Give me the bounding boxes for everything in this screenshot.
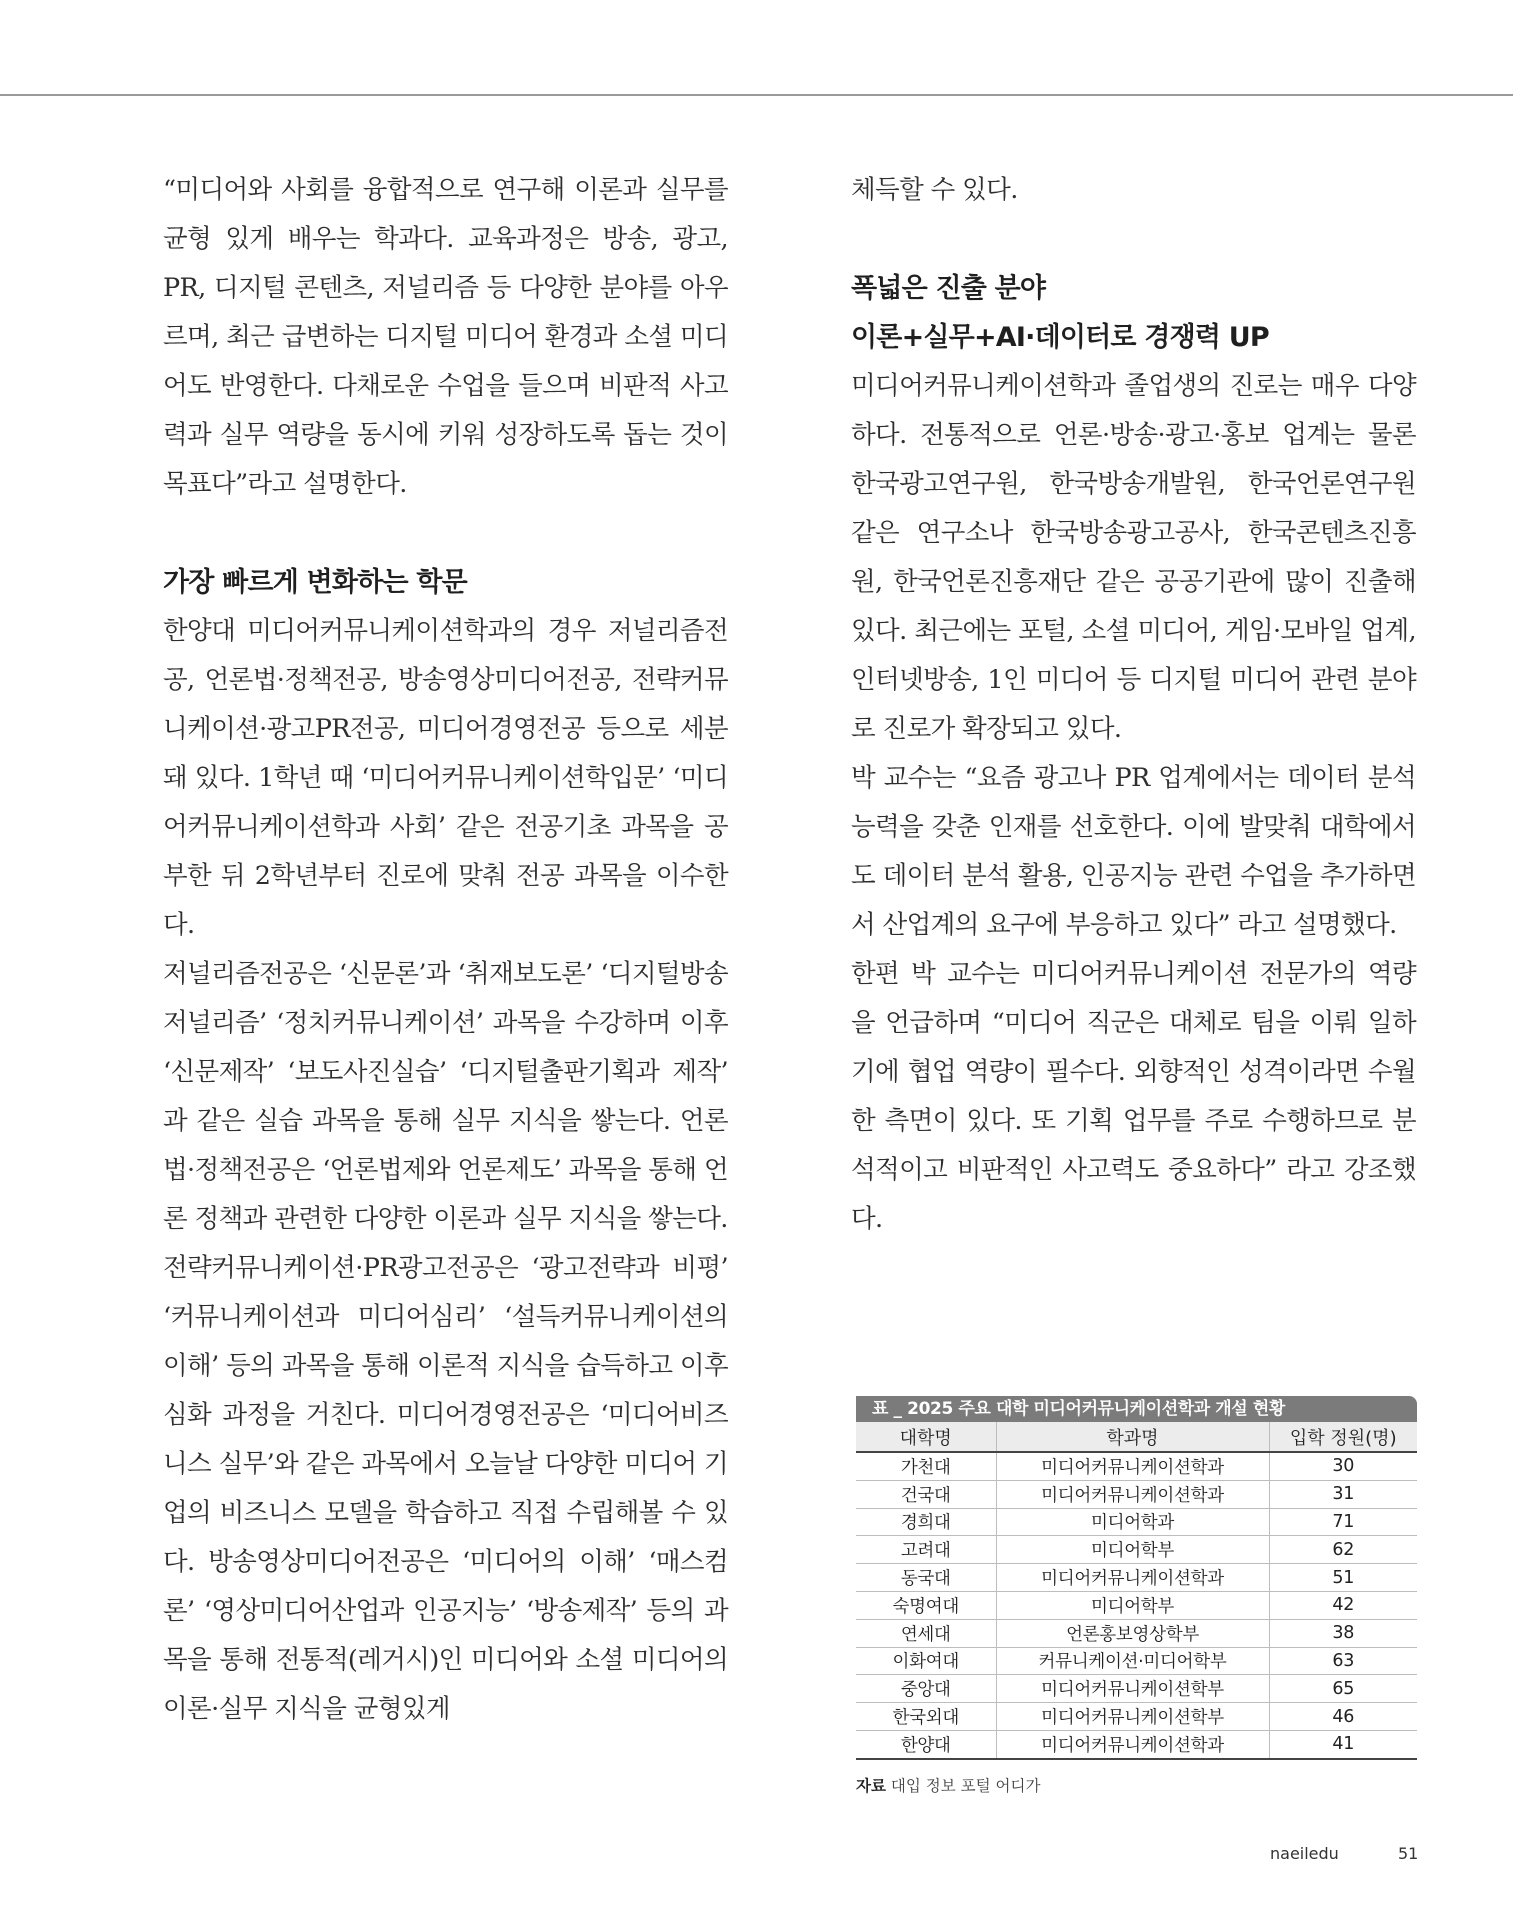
cell-department: 미디어커뮤니케이션학과 — [996, 1730, 1269, 1758]
data-skills-paragraph: 박 교수는 “요즘 광고나 PR 업계에서는 데이터 분석 능력을 갖춘 인재를 선호한다. 이에 발맞춰 대학에서도 데이터 분석 활용, 인공지능 관련 수업을 추가하면서 산업계의 요구에 부응하고 있다” 라고 설명했다. — [851, 763, 1416, 940]
table-row — [856, 1536, 1417, 1564]
table-source — [856, 1774, 1040, 1796]
cell-university: 이화여대 — [856, 1647, 996, 1675]
cell-capacity: 30 — [1269, 1452, 1417, 1480]
career-paragraph: 미디어커뮤니케이션학과 졸업생의 진로는 매우 다양하다. 전통적으로 언론·방송·광고·홍보 업계는 물론 한국광고연구원, 한국방송개발원, 한국언론연구원 같은 연구소나 한국방송광고공사, 한국콘텐츠진흥원, 한국언론진흥재단 같은 공공기관에 많이 진출해 있다. 최근에는 포털, 소셜 미디어, 게임·모바일 업계, 인터넷방송, 1인 미디어 등 디지털 미디어 관련 분야로 진로가 확장되고 있다. — [851, 371, 1416, 744]
cell-university: 한양대 — [856, 1730, 996, 1758]
table-row — [856, 1564, 1417, 1592]
source-text: 대입 정보 포털 어디가 — [890, 1777, 1041, 1795]
table-row — [856, 1675, 1417, 1703]
left-column — [163, 166, 728, 1734]
cell-university: 동국대 — [856, 1564, 996, 1592]
section-subheading-competitiveness: 이론+실무+AI·데이터로 경쟁력 UP — [851, 322, 1269, 353]
top-rule — [0, 94, 1513, 96]
table-row — [856, 1591, 1417, 1619]
cell-capacity: 42 — [1269, 1591, 1417, 1619]
table-row — [856, 1619, 1417, 1647]
cell-university: 중앙대 — [856, 1675, 996, 1703]
cell-capacity: 62 — [1269, 1536, 1417, 1564]
cell-university: 경희대 — [856, 1508, 996, 1536]
hanyang-majors-paragraph: 한양대 미디어커뮤니케이션학과의 경우 저널리즘전공, 언론법·정책전공, 방송영상미디어전공, 전략커뮤니케이션·광고PR전공, 미디어경영전공 등으로 세분돼 있다. 1학년 때 ‘미디어커뮤니케이션학입문’ ‘미디어커뮤니케이션학과 사회’ 같은 전공기초 과목을 공부한 뒤 2학년부터 진로에 맞춰 전공 과목을 이수한다. — [163, 616, 728, 940]
source-label: 자료 — [856, 1777, 886, 1795]
header-department: 학과명 — [996, 1422, 1269, 1452]
cell-department: 미디어커뮤니케이션학과 — [996, 1452, 1269, 1480]
cell-capacity: 71 — [1269, 1508, 1417, 1536]
table-row — [856, 1452, 1417, 1480]
table-row — [856, 1703, 1417, 1731]
cell-university: 연세대 — [856, 1619, 996, 1647]
header-capacity: 입학 정원(명) — [1269, 1422, 1417, 1452]
cell-capacity: 63 — [1269, 1647, 1417, 1675]
cell-department: 커뮤니케이션·미디어학부 — [996, 1647, 1269, 1675]
header-university: 대학명 — [856, 1422, 996, 1452]
cell-capacity: 65 — [1269, 1675, 1417, 1703]
table-row — [856, 1647, 1417, 1675]
university-table — [856, 1396, 1417, 1760]
cell-university: 고려대 — [856, 1536, 996, 1564]
table-header-row — [856, 1422, 1417, 1452]
table-title: 표 _ 2025 주요 대학 미디어커뮤니케이션학과 개설 현황 — [856, 1396, 1417, 1422]
cell-capacity: 46 — [1269, 1703, 1417, 1731]
journalism-major-paragraph: 저널리즘전공은 ‘신문론’과 ‘취재보도론’ ‘디지털방송저널리즘’ ‘정치커뮤니케이션’ 과목을 수강하며 이후 ‘신문제작’ ‘보도사진실습’ ‘디지털출판기획과 제작’ 과 같은 실습 과목을 통해 실무 지식을 쌓는다. 언론법·정책전공은 ‘언론법제와 언론제도’ 과목을 통해 언론 정책과 관련한 다양한 이론과 실무 지식을 쌓는다. — [163, 959, 728, 1234]
cell-department: 미디어커뮤니케이션학과 — [996, 1564, 1269, 1592]
table-row — [856, 1508, 1417, 1536]
footer-brand: naeiledu — [1270, 1844, 1339, 1863]
page-number: 51 — [1398, 1844, 1419, 1863]
cell-university: 건국대 — [856, 1480, 996, 1508]
section-heading-changing-field: 가장 빠르게 변화하는 학문 — [163, 567, 467, 598]
cell-department: 미디어커뮤니케이션학부 — [996, 1675, 1269, 1703]
table-grid — [856, 1422, 1417, 1760]
cell-capacity: 38 — [1269, 1619, 1417, 1647]
table-row — [856, 1480, 1417, 1508]
cell-department: 언론홍보영상학부 — [996, 1619, 1269, 1647]
strategic-communication-paragraph: 전략커뮤니케이션·PR광고전공은 ‘광고전략과 비평’ ‘커뮤니케이션과 미디어심리’ ‘설득커뮤니케이션의 이해’ 등의 과목을 통해 이론적 지식을 습득하고 이후 심화 과정을 거친다. 미디어경영전공은 ‘미디어비즈니스 실무’와 같은 과목에서 오늘날 다양한 미디어 기업의 비즈니스 모델을 학습하고 직접 수립해볼 수 있다. 방송영상미디어전공은 ‘미디어의 이해’ ‘매스컴론’ ‘영상미디어산업과 인공지능’ ‘방송제작’ 등의 과목을 통해 전통적(레거시)인 미디어와 소셜 미디어의 이론·실무 지식을 균형있게 — [163, 1253, 728, 1724]
cell-capacity: 31 — [1269, 1480, 1417, 1508]
cell-university: 가천대 — [856, 1452, 996, 1480]
section-heading-career-fields: 폭넓은 진출 분야 — [851, 273, 1046, 304]
cell-department: 미디어커뮤니케이션학과 — [996, 1480, 1269, 1508]
table-row — [856, 1730, 1417, 1758]
continuation-paragraph: 체득할 수 있다. — [851, 175, 1018, 205]
intro-quote-paragraph: “미디어와 사회를 융합적으로 연구해 이론과 실무를 균형 있게 배우는 학과다. 교육과정은 방송, 광고, PR, 디지털 콘텐츠, 저널리즘 등 다양한 분야를 아우르며, 최근 급변하는 디지털 미디어 환경과 소셜 미디어도 반영한다. 다채로운 수업을 들으며 비판적 사고력과 실무 역량을 동시에 키워 성장하도록 돕는 것이 목표다”라고 설명한다. — [163, 175, 728, 499]
cell-university: 숙명여대 — [856, 1591, 996, 1619]
cell-department: 미디어학부 — [996, 1536, 1269, 1564]
cell-university: 한국외대 — [856, 1703, 996, 1731]
cell-capacity: 41 — [1269, 1730, 1417, 1758]
cell-department: 미디어학과 — [996, 1508, 1269, 1536]
cell-department: 미디어학부 — [996, 1591, 1269, 1619]
cell-capacity: 51 — [1269, 1564, 1417, 1592]
collaboration-paragraph: 한편 박 교수는 미디어커뮤니케이션 전문가의 역량을 언급하며 “미디어 직군은 대체로 팀을 이뤄 일하기에 협업 역량이 필수다. 외향적인 성격이라면 수월한 측면이 있다. 또 기획 업무를 주로 수행하므로 분석적이고 비판적인 사고력도 중요하다” 라고 강조했다. — [851, 959, 1416, 1234]
right-column — [851, 166, 1416, 1244]
cell-department: 미디어커뮤니케이션학부 — [996, 1703, 1269, 1731]
